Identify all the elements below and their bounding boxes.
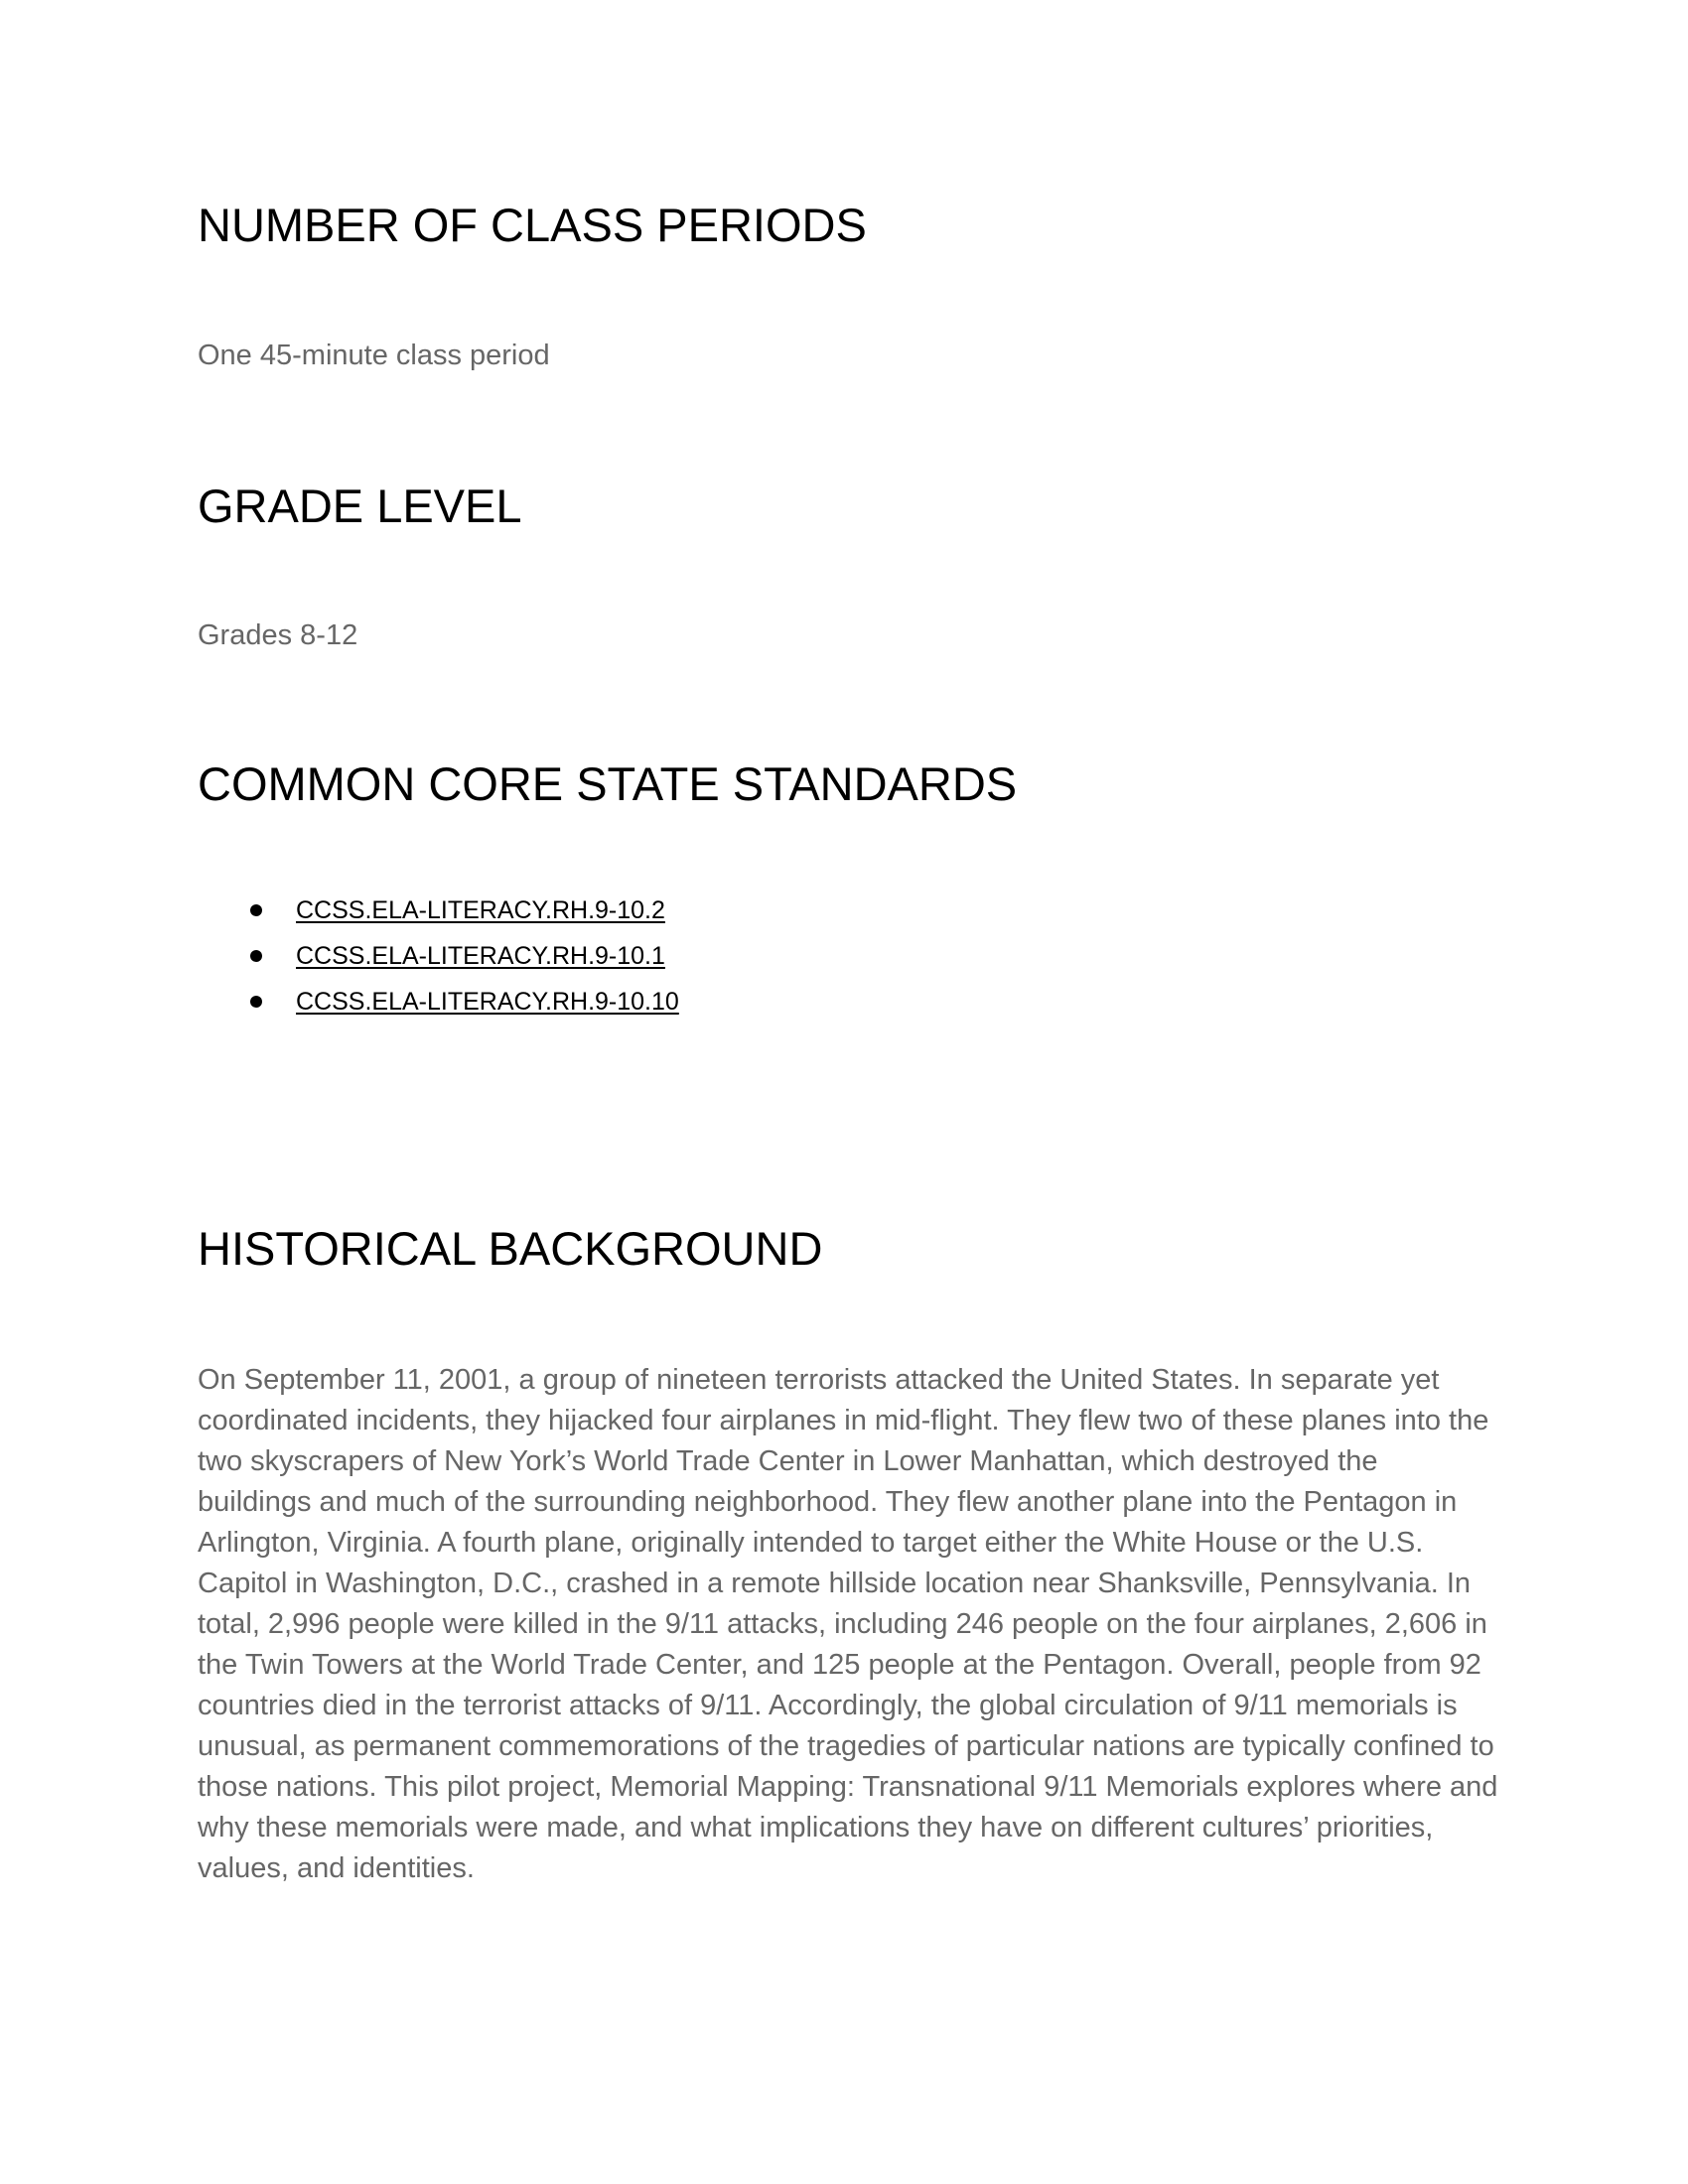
class-periods-text: One 45-minute class period — [198, 340, 550, 371]
standard-link[interactable]: CCSS.ELA-LITERACY.RH.9-10.2 — [296, 896, 665, 924]
bullet-icon — [250, 904, 262, 916]
historical-background-heading: HISTORICAL BACKGROUND — [198, 1222, 823, 1275]
standard-link[interactable]: CCSS.ELA-LITERACY.RH.9-10.10 — [296, 988, 679, 1016]
bullet-icon — [250, 950, 262, 962]
standards-heading: COMMON CORE STATE STANDARDS — [198, 757, 1018, 810]
bullet-icon — [250, 996, 262, 1008]
standard-link[interactable]: CCSS.ELA-LITERACY.RH.9-10.1 — [296, 942, 665, 970]
historical-background-text: On September 11, 2001, a group of nineteen terrorists attacked the United States. In separate yet coordinated incidents, they hijacked four airplanes in mid-flight. They flew two of these planes into the two skyscrapers of New York’s World Trade Center in Lower Manhattan, which destroyed the buildings and much of the surrounding neighborhood. They flew another plane into the Pentagon in Arlington, Virginia. A fourth plane, originally intended to target either the White House or the U.S. Capitol in Washington, D.C., crashed in a remote hillside location near Shanksville, Pennsylvania. In total, 2,996 people were killed in the 9/11 attacks, including 246 people on the four airplanes, 2,606 in the Twin Towers at the World Trade Center, and 125 people at the Pentagon. Overall, people from 92 countries died in the terrorist attacks of 9/11. Accordingly, the global circulation of 9/11 memorials is unusual, as permanent commemorations of the tragedies of particular nations are typically confined to those nations. This pilot project, Memorial Mapping: Transnational 9/11 Memorials explores where and why these memorials were made, and what implications they have on different cultures’ priorities, values, and identities. — [198, 1364, 1498, 1884]
class-periods-heading: NUMBER OF CLASS PERIODS — [198, 199, 867, 251]
grade-level-text: Grades 8-12 — [198, 619, 358, 651]
grade-level-heading: GRADE LEVEL — [198, 479, 522, 532]
